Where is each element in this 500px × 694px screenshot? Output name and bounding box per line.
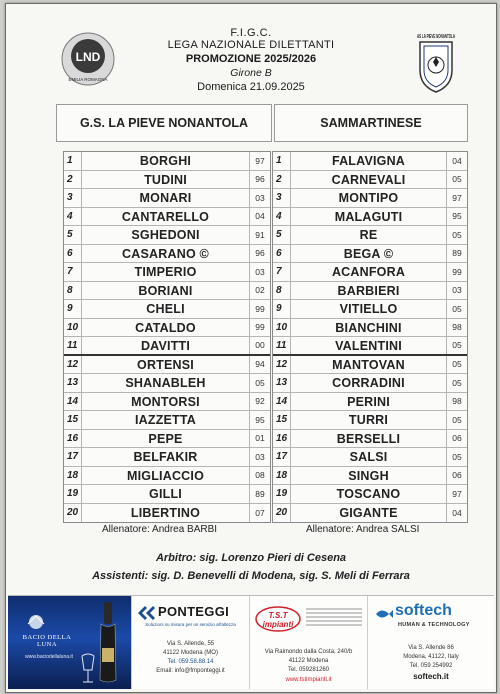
player-number: 18 [273, 467, 291, 485]
player-number: 5 [273, 226, 291, 244]
player-year: 05 [249, 374, 270, 392]
player-year: 05 [446, 374, 467, 392]
player-name: MONARI [139, 191, 192, 205]
player-year: 89 [249, 485, 270, 503]
player-number: 7 [273, 263, 291, 281]
away-team-name: SAMMARTINESE [274, 104, 468, 142]
table-row [64, 337, 270, 356]
match-date: Domenica 21.09.2025 [197, 81, 305, 93]
player-number: 11 [64, 337, 82, 354]
sponsor3-address: Via Raimondo dalla Costa, 240/b [264, 649, 353, 655]
player-name: GILLI [149, 487, 182, 501]
player-name: SALSI [349, 450, 388, 464]
player-name: VITIELLO [339, 302, 398, 316]
sponsor4-sub: HUMAN & TECHNOLOGY [398, 622, 470, 628]
player-name: SINGH [348, 468, 389, 483]
table-row [273, 411, 467, 430]
player-number: 13 [64, 374, 82, 392]
sponsor2-address: Via S. Allende, 55 [166, 641, 215, 647]
player-year: 95 [446, 208, 467, 226]
table-row [64, 226, 270, 245]
table-row [273, 263, 467, 282]
player-number: 18 [64, 467, 82, 485]
table-row [64, 319, 270, 338]
referee: Arbitro: sig. Lorenzo Pieri di Cesena [155, 552, 347, 564]
player-year: 05 [446, 411, 467, 429]
sponsor2-city: 41122 Modena (MO) [163, 650, 218, 656]
league-name: LEGA NAZIONALE DILETTANTI [167, 39, 335, 51]
player-name: SHANABLEH [125, 376, 206, 390]
player-name: CARNEVALI [331, 172, 406, 187]
sponsor4-address: Via S. Allende 86 [408, 645, 454, 651]
club-crest-text: AS LA PIEVE NONANTOLA [417, 34, 456, 40]
player-number: 12 [64, 356, 82, 374]
player-number: 8 [64, 282, 82, 300]
player-name: BERSELLI [336, 431, 401, 446]
sheet-header [6, 4, 496, 100]
table-row [64, 189, 270, 208]
player-year: 98 [446, 319, 467, 337]
player-number: 7 [64, 263, 82, 281]
player-name: MANTOVAN [332, 357, 405, 372]
table-row [64, 393, 270, 412]
player-year: 99 [249, 300, 270, 318]
player-number: 16 [64, 430, 82, 448]
player-number: 2 [273, 171, 291, 189]
away-lineup [272, 151, 468, 523]
table-row [64, 448, 270, 467]
table-row [64, 152, 270, 171]
player-number: 20 [273, 504, 291, 523]
table-row [64, 467, 270, 486]
table-row [273, 319, 467, 338]
player-number: 4 [64, 208, 82, 226]
player-year: 01 [249, 430, 270, 448]
player-year: 02 [249, 282, 270, 300]
player-year: 00 [249, 337, 270, 354]
table-row [273, 337, 467, 356]
table-row [64, 411, 270, 430]
player-year: 97 [249, 152, 270, 170]
player-number: 10 [64, 319, 82, 337]
player-name: BARBIERI [337, 283, 400, 298]
player-year: 05 [446, 448, 467, 466]
player-year: 99 [249, 319, 270, 337]
table-row [273, 430, 467, 449]
player-name: TIMPERIO [134, 265, 197, 279]
table-row [64, 504, 270, 523]
championship: PROMOZIONE 2025/2026 [185, 53, 317, 65]
player-name: RE [359, 228, 378, 242]
group: Girone B [230, 67, 272, 79]
sponsor1-url: www.baciodellaluna.it [25, 654, 73, 660]
player-year: 04 [446, 504, 467, 523]
player-year: 03 [249, 189, 270, 207]
table-row [273, 208, 467, 227]
player-number: 9 [64, 300, 82, 318]
player-name: CHELI [146, 302, 185, 316]
lnd-logo-sub: EMILIA ROMAGNA [68, 77, 108, 82]
player-name: CANTARELLO [121, 209, 210, 224]
player-name: TURRI [348, 413, 389, 427]
player-number: 15 [273, 411, 291, 429]
sponsor-bacio-della-luna [8, 596, 132, 689]
player-year: 91 [249, 226, 270, 244]
table-row [273, 448, 467, 467]
fish-logo-icon [374, 606, 394, 622]
table-row [273, 467, 467, 486]
table-row [64, 282, 270, 301]
player-year: 05 [446, 356, 467, 374]
table-row [273, 485, 467, 504]
player-name: CORRADINI [332, 376, 405, 390]
table-row [273, 189, 467, 208]
sponsor2-name: PONTEGGI [158, 604, 230, 619]
table-row [273, 356, 467, 375]
player-number: 20 [64, 504, 82, 523]
player-number: 10 [273, 319, 291, 337]
table-row [64, 208, 270, 227]
sponsor3-tel: Tel. 059281260 [287, 667, 330, 673]
player-name: IAZZETTA [134, 413, 197, 427]
assistant-referees: Assistenti: sig. D. Benevelli di Modena, sig. S. Meli di Ferrara [92, 570, 410, 582]
table-row [273, 282, 467, 301]
player-name: ORTENSI [137, 357, 194, 372]
table-row [64, 485, 270, 504]
player-name: GIGANTE [339, 505, 398, 520]
sponsor1-name: BACIO DELLA LUNA [22, 634, 72, 648]
sponsor-softech [368, 596, 494, 689]
player-year: 05 [446, 300, 467, 318]
sponsor4-url: softech.it [413, 672, 449, 681]
table-row [273, 393, 467, 412]
sponsor3-url: www.tstimpianti.it [285, 677, 332, 683]
player-number: 5 [64, 226, 82, 244]
player-name: LIBERTINO [130, 505, 201, 520]
ponteggi-logo-icon [136, 604, 158, 622]
table-row [273, 171, 467, 190]
player-year: 03 [446, 282, 467, 300]
player-number: 19 [273, 485, 291, 503]
player-name: BEGA © [343, 246, 394, 261]
table-row [273, 300, 467, 319]
player-name: BORGHI [139, 154, 192, 168]
player-year: 98 [446, 393, 467, 411]
player-year: 05 [446, 171, 467, 189]
player-name: VALENTINI [335, 339, 402, 353]
sponsor-tst-impianti [250, 596, 368, 689]
player-year: 05 [446, 337, 467, 354]
player-name: SGHEDONI [131, 228, 200, 242]
player-year: 97 [446, 485, 467, 503]
player-name: MIGLIACCIO [127, 468, 204, 483]
sponsor4-name: softech [395, 602, 452, 619]
player-year: 03 [249, 263, 270, 281]
sponsor4-city: Modena, 41122, Italy [403, 654, 459, 660]
sponsor2-tel: Tel. 059.58.88.14 [167, 659, 214, 665]
sponsor4-tel: Tel. 059 254992 [409, 663, 453, 669]
player-number: 16 [273, 430, 291, 448]
player-year: 89 [446, 245, 467, 263]
player-name: MALAGUTI [334, 209, 403, 224]
table-row [273, 226, 467, 245]
player-year: 96 [249, 171, 270, 189]
table-row [64, 356, 270, 375]
player-number: 6 [273, 245, 291, 263]
player-name: BORIANI [138, 283, 193, 298]
player-year: 04 [446, 152, 467, 170]
table-row [273, 245, 467, 264]
table-row [64, 374, 270, 393]
sponsor-strip [8, 595, 494, 689]
home-coach: Allenatore: Andrea BARBI [102, 524, 218, 535]
player-year: 03 [249, 448, 270, 466]
player-number: 9 [273, 300, 291, 318]
player-year: 05 [446, 226, 467, 244]
player-number: 17 [273, 448, 291, 466]
player-number: 1 [273, 152, 291, 170]
table-row [273, 504, 467, 523]
sponsor2-tagline: Soluzioni su misura per un servizio all'altezza [145, 622, 236, 627]
player-number: 4 [273, 208, 291, 226]
player-name: BIANCHINI [335, 320, 402, 335]
player-name: MONTIPO [338, 191, 399, 205]
sponsor-ponteggi [132, 596, 250, 689]
sponsor2-email: Email: info@fmponteggi.it [156, 668, 225, 674]
player-number: 1 [64, 152, 82, 170]
player-number: 15 [64, 411, 82, 429]
player-number: 12 [273, 356, 291, 374]
player-year: 08 [249, 467, 270, 485]
sponsor3-city: 41122 Modena [288, 658, 329, 664]
table-row [273, 374, 467, 393]
player-number: 6 [64, 245, 82, 263]
home-lineup [63, 151, 271, 523]
player-name: FALAVIGNA [331, 154, 406, 168]
table-row [64, 430, 270, 449]
player-number: 17 [64, 448, 82, 466]
player-name: DAVITTI [140, 339, 191, 353]
player-name: PEPE [148, 431, 183, 446]
player-number: 14 [273, 393, 291, 411]
player-year: 96 [249, 245, 270, 263]
player-year: 94 [249, 356, 270, 374]
player-number: 19 [64, 485, 82, 503]
player-number: 3 [273, 189, 291, 207]
away-coach: Allenatore: Andrea SALSI [306, 524, 420, 535]
player-year: 95 [249, 411, 270, 429]
sponsor3-fineprint [306, 606, 362, 628]
table-row [64, 263, 270, 282]
player-year: 07 [249, 504, 270, 523]
player-year: 04 [249, 208, 270, 226]
player-number: 3 [64, 189, 82, 207]
table-row [64, 171, 270, 190]
table-row [64, 300, 270, 319]
player-number: 2 [64, 171, 82, 189]
player-year: 92 [249, 393, 270, 411]
player-name: ACANFORA [331, 265, 406, 279]
player-number: 11 [273, 337, 291, 354]
player-name: TOSCANO [336, 487, 401, 501]
club-crest-logo [416, 30, 456, 94]
player-name: MONTORSI [131, 394, 200, 409]
player-number: 13 [273, 374, 291, 392]
federation: F.I.G.C. [230, 27, 272, 39]
player-year: 06 [446, 430, 467, 448]
player-year: 99 [446, 263, 467, 281]
player-name: CATALDO [135, 320, 196, 335]
lnd-logo-text: LND [75, 50, 101, 64]
player-year: 97 [446, 189, 467, 207]
player-name: PERINI [347, 394, 390, 409]
player-name: TUDINI [144, 172, 187, 187]
table-row [273, 152, 467, 171]
table-row [64, 245, 270, 264]
player-number: 14 [64, 393, 82, 411]
player-name: BELFAKIR [133, 450, 198, 464]
match-sheet [5, 3, 497, 693]
player-name: CASARANO © [122, 246, 209, 261]
player-number: 8 [273, 282, 291, 300]
home-team-name: G.S. LA PIEVE NONANTOLA [56, 104, 272, 142]
player-year: 06 [446, 467, 467, 485]
sponsor3-name: T.S.T impianti [262, 611, 294, 629]
